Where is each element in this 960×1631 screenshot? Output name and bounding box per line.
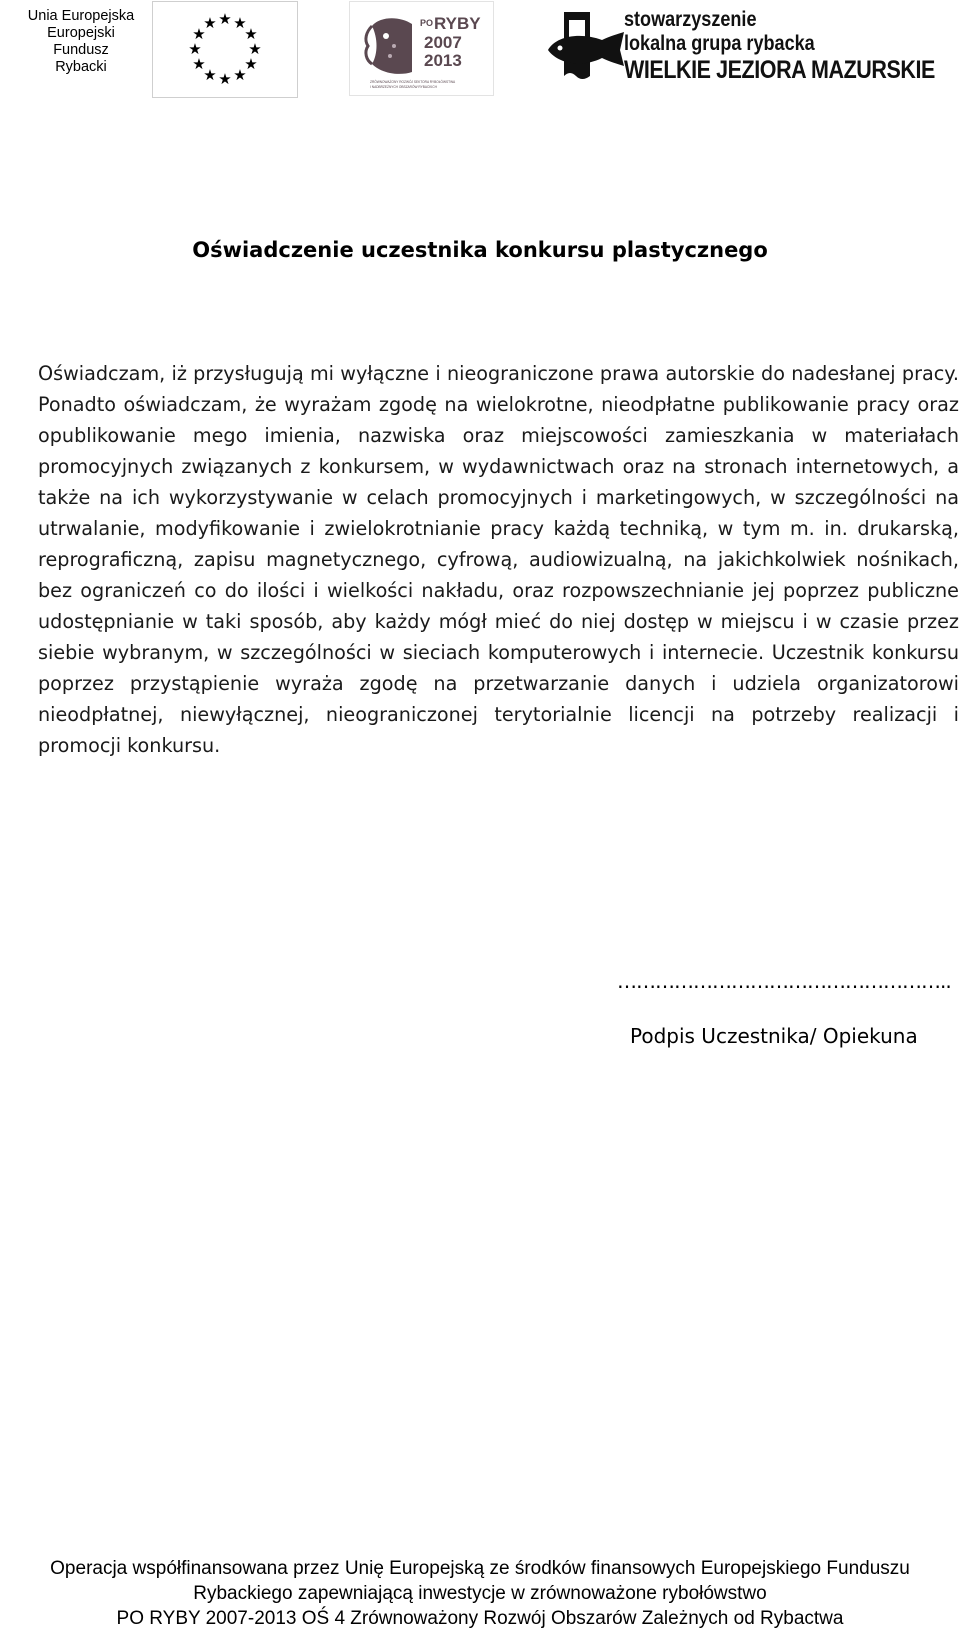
footer xyxy=(0,1556,960,1631)
lgr-logo-line3: WIELKIE JEZIORA MAZURSKIE xyxy=(624,56,935,84)
footer-line-3: PO RYBY 2007-2013 OŚ 4 Zrównoważony Rozwój Obszarów Zależnych od Rybactwa xyxy=(116,1608,844,1629)
po-ryby-fish-icon xyxy=(350,2,493,95)
footer-line-1: Operacja współfinansowana przez Unię Europejską ze środków finansowych Europejskiego Funduszu xyxy=(50,1558,910,1579)
lgr-fish-icon xyxy=(546,6,626,86)
svg-text:★: ★ xyxy=(218,10,232,28)
signature-line: …………………………………………….. xyxy=(617,969,951,993)
signature-label: Podpis Uczestnika/ Opiekuna xyxy=(630,1024,918,1048)
svg-text:★: ★ xyxy=(244,55,258,73)
svg-text:★: ★ xyxy=(188,40,202,58)
svg-text:★: ★ xyxy=(218,70,232,88)
svg-text:2013: 2013 xyxy=(424,51,462,70)
svg-text:★: ★ xyxy=(192,25,206,43)
statement-body: Oświadczam, iż przysługują mi wyłączne i nieograniczone prawa autorskie do nadesłanej pracy. Ponadto oświadczam, że wyrażam zgodę na wielokrotne, nieodpłatne publikowanie pracy oraz opublikowanie mego imienia, nazwiska oraz miejscowości zamieszkania w materiałach promocyjnych związanych z konkursem, w wydawnictwach oraz na stronach internetowych, a także na ich wykorzystywanie w celach promocyjnych i marketingowych, w szczególności na utrwalanie, modyfikowanie i zwielokrotnianie pracy każdą techniką, w tym m. in. drukarską, reprograficzną, zapisu magnetycznego, cyfrową, audiowizualną, na jakichkolwiek nośnikach, bez ograniczeń co do ilości i wielkości nakładu, oraz rozpowszechnianie jej poprzez publiczne udostępnianie w taki sposób, aby każdy mógł mieć do niej dostęp w miejscu i w czasie przez siebie wybranym, w szczególności w sieciach komputerowych i internecie. Uczestnik konkursu poprzez przystąpienie wyraża zgodę na przetwarzanie danych i udziela organizatorowi nieodpłatnej, niewyłącznej, nieograniczonej terytorialnie licencji na potrzeby realizacji i promocji konkursu. xyxy=(38,362,959,757)
eu-stars-icon xyxy=(153,2,297,97)
footer-line-2: Rybackiego zapewniającą inwestycje w zrównoważone rybołówstwo xyxy=(193,1583,767,1604)
po-ryby-logo xyxy=(349,1,494,96)
svg-text:★: ★ xyxy=(244,25,258,43)
lgr-logo xyxy=(546,6,935,88)
svg-text:★: ★ xyxy=(192,55,206,73)
header xyxy=(0,0,960,110)
svg-text:2007: 2007 xyxy=(424,33,462,52)
svg-text:PO: PO xyxy=(420,18,434,28)
svg-text:RYBY: RYBY xyxy=(434,14,481,33)
svg-text:★: ★ xyxy=(248,40,262,58)
eu-flag-logo xyxy=(152,1,298,98)
eu-label: Unia Europejska Europejski Fundusz Rybacki xyxy=(27,8,135,75)
svg-text:I NADBRZEŻNYCH OBSZARÓW RYBACK: I NADBRZEŻNYCH OBSZARÓW RYBACKICH xyxy=(370,85,437,89)
svg-text:ZRÓWNOWAŻONY ROZWÓJ SEKTORA RY: ZRÓWNOWAŻONY ROZWÓJ SEKTORA RYBOŁÓWSTWA xyxy=(370,80,456,84)
svg-text:★: ★ xyxy=(203,66,217,84)
svg-text:★: ★ xyxy=(233,66,247,84)
svg-text:★: ★ xyxy=(203,14,217,32)
lgr-logo-line1: stowarzyszenie xyxy=(624,8,757,31)
lgr-logo-text xyxy=(624,8,935,84)
svg-text:★: ★ xyxy=(233,14,247,32)
document-title: Oświadczenie uczestnika konkursu plastycznego xyxy=(192,238,768,262)
lgr-logo-line2: lokalna grupa rybacka xyxy=(624,32,815,55)
